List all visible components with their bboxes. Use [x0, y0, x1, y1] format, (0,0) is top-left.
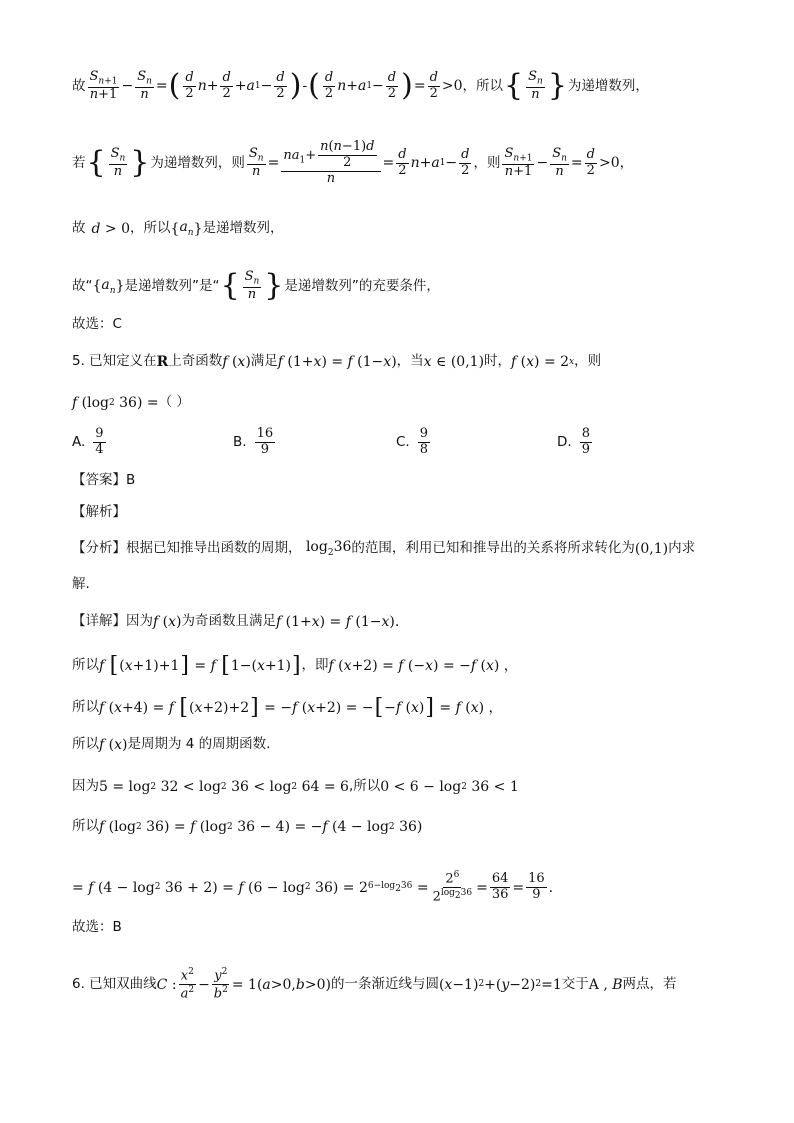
- fenxi-line: 【分析】 根据已知推导出函数的周期， $\log_236$ 的范围，利用已知和推导出的关系将所求转化为 (0,1) 内求: [72, 539, 696, 558]
- detail-line-1: 【详解】 因为 f ( x ) 为奇函数且满足 f (1+ x ) = f (1− x ).: [72, 613, 400, 630]
- option-d[interactable]: D. $\frac{8}{9}$: [557, 426, 590, 457]
- option-c[interactable]: C. $\frac{9}{8}$: [396, 426, 428, 457]
- prev-line-1: 故 $\frac{S_{n+1}}{n+1}$ − $\frac{S_n}{n}$ = ( $\frac{d}{2}$ n + $\frac{d}{2}$ + a 1 − $\frac{d}{2}$ ) - ( $\frac{d}{2}$ n + a 1 − $\frac{d}{2}$ ) = $\frac{d}{2}$ >0 ，所以 { $\frac{S_n}{n}$ } 为递增数列，: [72, 68, 649, 104]
- prev-line-2: 若 { $\frac{S_n}{n}$ } 为递增数列，则 $\frac{S_n}{n}$ = $na_1+$ $\frac{n(n-1)d}{2}$ n = $\frac{d}{2}$ n + a 1 − $\frac{d}{2}$ ，则 $\frac{S_{n+1}}{n+1}$ − $\frac{S_n}{n}$ = $\frac{d}{2}$ >0，: [72, 139, 634, 186]
- prev-line-4: 故“ { $a_n$ } 是递增数列”是“ { $\frac{S_n}{n}$ } 是递增数列”的充要条件，: [72, 268, 440, 304]
- q6-stem: 6. 已知双曲线 C : $\frac{x^2}{a^2}$ − $\frac{y^2}{b^2}$ = 1( a >0, b >0) 的一条渐近线与圆 ( x −1) 2 +( y −2) 2 =1 交于 A , B 两点，若: [72, 967, 677, 1002]
- detail-line-5: 因为 5 = log 2 32 < log 2 36 < log 2 64 = 6 ,所以 0 < 6 − log 2 36 < 1: [72, 778, 519, 795]
- prev-line-3: 故 d > 0 ，所以 { $a_n$ } 是递增数列，: [72, 219, 284, 238]
- detail-line-7: = f (4 − log 2 36 + 2) = f (6 − log 2 36) = 2 $6-\log_236$ = $\frac{2^6}{2^{log_236}}$ = $\frac{64}{36}$ = $\frac{16}{9}$ .: [72, 870, 554, 905]
- fenxi-line-2: 解.: [72, 576, 90, 592]
- q5-stem-2: f (log 2 36) = （ ）: [72, 394, 190, 411]
- detail-line-2: 所以 f [ ( x +1)+1 ] = f [ 1−( x +1) ] ，即 f ( x +2) = f (− x ) = − f ( x ) ，: [72, 653, 518, 678]
- analysis-heading: 【解析】: [72, 504, 126, 520]
- q5-stem: 5. 已知定义在 R 上奇函数 f ( x ) 满足 f (1+ x ) = f (1− x ) ，当 x ∈ (0,1) 时， f ( x ) = 2 x ，则: [72, 353, 602, 370]
- option-a[interactable]: A. $\frac{9}{4}$: [72, 426, 104, 457]
- detail-line-6: 所以 f (log 2 36) = f (log 2 36 − 4) = − f (4 − log 2 36): [72, 818, 423, 835]
- detail-line-3: 所以 f ( x +4) = f [ ( x +2)+2 ] = − f ( x +2) = − [ − f ( x ) ] = f ( x ) ，: [72, 695, 503, 720]
- prev-choice: 故选：C: [72, 316, 122, 332]
- option-b[interactable]: B. $\frac{16}{9}$: [233, 426, 274, 457]
- detail-line-4: 所以 f ( x ) 是周期为 4 的周期函数.: [72, 736, 271, 753]
- answer-line: 【答案】 B: [72, 472, 136, 488]
- q5-choice: 故选：B: [72, 919, 122, 935]
